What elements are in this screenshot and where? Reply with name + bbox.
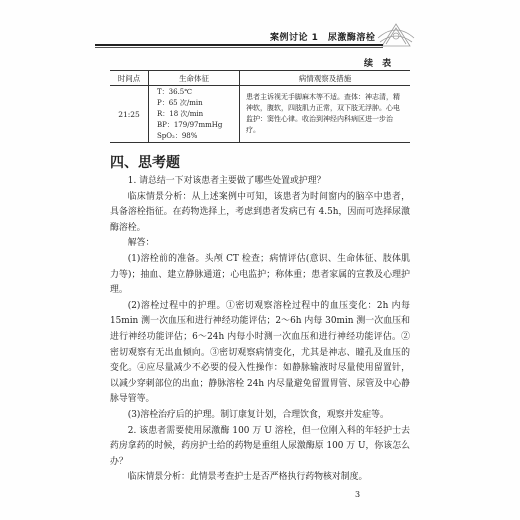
paragraph: 2. 该患者需要使用尿激酶 100 万 U 溶栓，但一位刚入科的年轻护士去药房拿药的时候，药房护士给的药物是重组人尿激酶原 100 万 U，你该怎么办？ bbox=[110, 425, 410, 467]
header-rule bbox=[95, 44, 383, 46]
section-title: 四、思考题 bbox=[110, 155, 180, 171]
vital-blood-pressure: BP：179/97mmHg bbox=[157, 120, 223, 129]
vital-pulse: P：65 次/min bbox=[157, 98, 203, 107]
paragraph: (2)溶栓过程中的护理。①密切观察溶栓过程中的血压变化：2h 内每 15min 测一次血压和进行神经功能评估；2～6h 内每 30min 测一次血压和进行神经功能评估；6～24h 内每小时测一次血压和进行神经功能评估。②密切观察有无出血倾向。③密切观察病情变化，尤其是神志、瞳孔及血压的变化。④应尽量减少不必要的侵入性操作：如静脉输液时尽量使用留置针，以减少穿刺部位的出血；静脉溶栓 24h 内尽量避免留置胃管、尿管及中心静脉导管等。 bbox=[110, 300, 410, 405]
body-text bbox=[110, 174, 410, 486]
column-header-vitals: 生命体征 bbox=[149, 71, 240, 86]
paragraph: 临床情景分析：此情景考查护士是否严格执行药物核对制度。 bbox=[127, 472, 368, 483]
table-row bbox=[110, 86, 410, 143]
care-table bbox=[110, 70, 410, 143]
time-cell: 21:25 bbox=[110, 86, 149, 143]
table-header-row bbox=[110, 71, 410, 86]
continued-label: 续 表 bbox=[364, 59, 395, 69]
observation-cell: 患者主诉视无手脚麻木等不适。查体：神志清，精神软，腹软，四肢肌力正常，双下肢无浮肿。心电监护：窦性心律。收治到神经内科病区进一步治疗。 bbox=[240, 86, 411, 143]
paragraph: 1. 请总结一下对该患者主要做了哪些处置或护理？ bbox=[127, 176, 326, 186]
column-header-time: 时间点 bbox=[110, 71, 149, 86]
paragraph: (1)溶栓前的准备。头颅 CT 检查；病情评估(意识、生命体征、肢体肌力等)；抽血、建立静脉通道；心电监护；称体重；患者家属的宣教及心理护理。 bbox=[110, 253, 410, 296]
paragraph: (3)溶栓治疗后的护理。制订康复计划，合理饮食，观察并发症等。 bbox=[127, 409, 389, 420]
column-header-observation: 病情观察及措施 bbox=[240, 71, 411, 86]
vital-temperature: T：36.5℃ bbox=[157, 87, 193, 96]
header-rule-thin bbox=[95, 47, 383, 48]
vitals-cell bbox=[149, 86, 240, 143]
paragraph: 临床情景分析：从上述案例中可知，该患者为时间窗内的脑卒中患者，具备溶栓指征。在药物选择上，考虑到患者发病已有 4.5h，因而可选择尿激酶溶栓。 bbox=[110, 191, 410, 233]
running-header: 案例讨论 1 尿激酶溶栓 bbox=[270, 33, 376, 43]
vital-spo2: SpO₂：98% bbox=[157, 131, 198, 140]
paragraph: 解答： bbox=[127, 238, 155, 249]
vital-respiration: R：18 次/min bbox=[157, 109, 204, 118]
page-number: 3 bbox=[355, 490, 361, 499]
